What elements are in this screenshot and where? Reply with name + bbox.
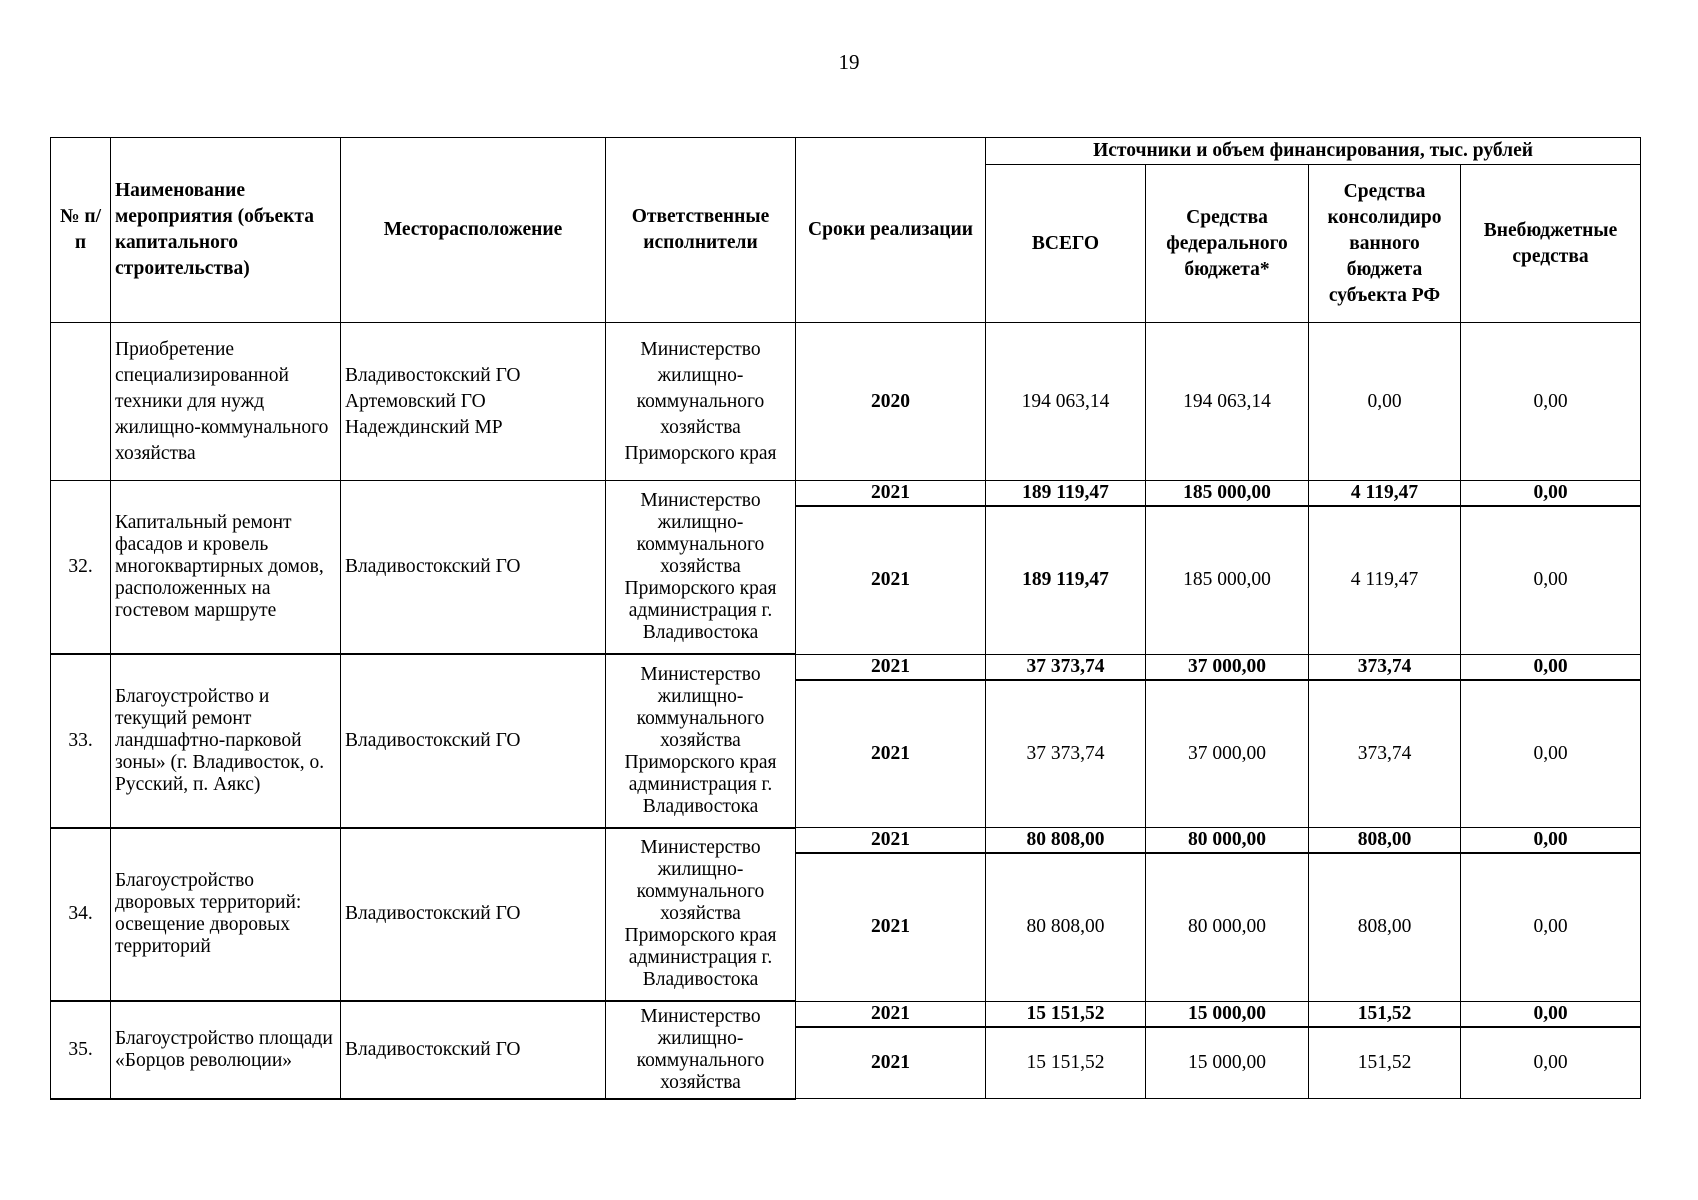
header-extra: Внебюджетные средства bbox=[1461, 165, 1641, 323]
row-year: 2020 bbox=[796, 323, 986, 481]
header-federal: Средства федерального бюджета* bbox=[1146, 165, 1309, 323]
row-federal: 15 000,00 bbox=[1146, 1027, 1309, 1099]
summary-extra: 0,00 bbox=[1461, 654, 1641, 680]
summary-year: 2021 bbox=[796, 828, 986, 854]
row-name: Приобретение специализированной техники для нужд жилищно-коммунального хозяйства bbox=[111, 323, 341, 481]
row-num: 35. bbox=[51, 1001, 111, 1099]
summary-total: 37 373,74 bbox=[986, 654, 1146, 680]
header-location: Месторасположение bbox=[341, 138, 606, 323]
row-num: 32. bbox=[51, 481, 111, 655]
row-extra: 0,00 bbox=[1461, 853, 1641, 1001]
summary-regional: 808,00 bbox=[1309, 828, 1461, 854]
header-regional: Средства консолидиро ванного бюджета субъекта РФ bbox=[1309, 165, 1461, 323]
row-location: Владивостокский ГО bbox=[341, 481, 606, 655]
row-regional: 4 119,47 bbox=[1309, 506, 1461, 654]
row-name: Капитальный ремонт фасадов и кровель многоквартирных домов, расположенных на гостевом маршруте bbox=[111, 481, 341, 655]
row-total: 15 151,52 bbox=[986, 1027, 1146, 1099]
header-num: № п/п bbox=[51, 138, 111, 323]
row-year: 2021 bbox=[796, 506, 986, 654]
summary-extra: 0,00 bbox=[1461, 481, 1641, 507]
row-year: 2021 bbox=[796, 853, 986, 1001]
page-number: 19 bbox=[838, 50, 860, 74]
row-regional: 0,00 bbox=[1309, 323, 1461, 481]
summary-extra: 0,00 bbox=[1461, 828, 1641, 854]
row-num: 34. bbox=[51, 828, 111, 1002]
summary-extra: 0,00 bbox=[1461, 1001, 1641, 1027]
financing-table bbox=[50, 137, 1641, 1100]
row-location: Владивостокский ГО bbox=[341, 1001, 606, 1099]
row-name: Благоустройство и текущий ремонт ландшафтно-парковой зоны» (г. Владивосток, о. Русский, п. Аякс) bbox=[111, 654, 341, 828]
row-name: Благоустройство дворовых территорий: освещение дворовых территорий bbox=[111, 828, 341, 1002]
row-federal: 185 000,00 bbox=[1146, 506, 1309, 654]
header-total: ВСЕГО bbox=[986, 165, 1146, 323]
row-extra: 0,00 bbox=[1461, 680, 1641, 828]
summary-regional: 373,74 bbox=[1309, 654, 1461, 680]
row-extra: 0,00 bbox=[1461, 506, 1641, 654]
table-row bbox=[51, 323, 1641, 481]
table-row-summary bbox=[51, 828, 1641, 854]
summary-year: 2021 bbox=[796, 1001, 986, 1027]
row-federal: 194 063,14 bbox=[1146, 323, 1309, 481]
row-extra: 0,00 bbox=[1461, 1027, 1641, 1099]
row-responsible: Министерство жилищно-коммунального хозяйства bbox=[606, 1001, 796, 1099]
row-responsible: Министерство жилищно-коммунального хозяйства Приморского края bbox=[606, 323, 796, 481]
row-federal: 37 000,00 bbox=[1146, 680, 1309, 828]
summary-federal: 15 000,00 bbox=[1146, 1001, 1309, 1027]
row-location: Владивостокский ГО bbox=[341, 828, 606, 1002]
row-responsible: Министерство жилищно-коммунального хозяйства Приморского края администрация г. Владивостока bbox=[606, 481, 796, 655]
row-extra: 0,00 bbox=[1461, 323, 1641, 481]
header-name: Наименование мероприятия (объекта капитального строительства) bbox=[111, 138, 341, 323]
summary-regional: 151,52 bbox=[1309, 1001, 1461, 1027]
row-year: 2021 bbox=[796, 680, 986, 828]
row-num: 33. bbox=[51, 654, 111, 828]
row-regional: 808,00 bbox=[1309, 853, 1461, 1001]
summary-total: 189 119,47 bbox=[986, 481, 1146, 507]
row-total: 37 373,74 bbox=[986, 680, 1146, 828]
summary-regional: 4 119,47 bbox=[1309, 481, 1461, 507]
table-row-summary bbox=[51, 654, 1641, 680]
summary-federal: 37 000,00 bbox=[1146, 654, 1309, 680]
summary-federal: 185 000,00 bbox=[1146, 481, 1309, 507]
row-year: 2021 bbox=[796, 1027, 986, 1099]
row-total: 189 119,47 bbox=[986, 506, 1146, 654]
row-num bbox=[51, 323, 111, 481]
row-regional: 373,74 bbox=[1309, 680, 1461, 828]
summary-total: 80 808,00 bbox=[986, 828, 1146, 854]
summary-federal: 80 000,00 bbox=[1146, 828, 1309, 854]
summary-year: 2021 bbox=[796, 481, 986, 507]
header-financing-group: Источники и объем финансирования, тыс. рублей bbox=[986, 138, 1641, 165]
row-total: 80 808,00 bbox=[986, 853, 1146, 1001]
summary-year: 2021 bbox=[796, 654, 986, 680]
row-responsible: Министерство жилищно-коммунального хозяйства Приморского края администрация г. Владивостока bbox=[606, 828, 796, 1002]
header-responsible: Ответственные исполнители bbox=[606, 138, 796, 323]
row-location: Владивостокский ГО Артемовский ГО Надеждинский МР bbox=[341, 323, 606, 481]
header-period: Сроки реализации bbox=[796, 138, 986, 323]
row-location: Владивостокский ГО bbox=[341, 654, 606, 828]
row-regional: 151,52 bbox=[1309, 1027, 1461, 1099]
row-responsible: Министерство жилищно-коммунального хозяйства Приморского края администрация г. Владивостока bbox=[606, 654, 796, 828]
row-federal: 80 000,00 bbox=[1146, 853, 1309, 1001]
table-row-summary bbox=[51, 1001, 1641, 1027]
row-total: 194 063,14 bbox=[986, 323, 1146, 481]
row-name: Благоустройство площади «Борцов революции» bbox=[111, 1001, 341, 1099]
summary-total: 15 151,52 bbox=[986, 1001, 1146, 1027]
table-row-summary bbox=[51, 481, 1641, 507]
